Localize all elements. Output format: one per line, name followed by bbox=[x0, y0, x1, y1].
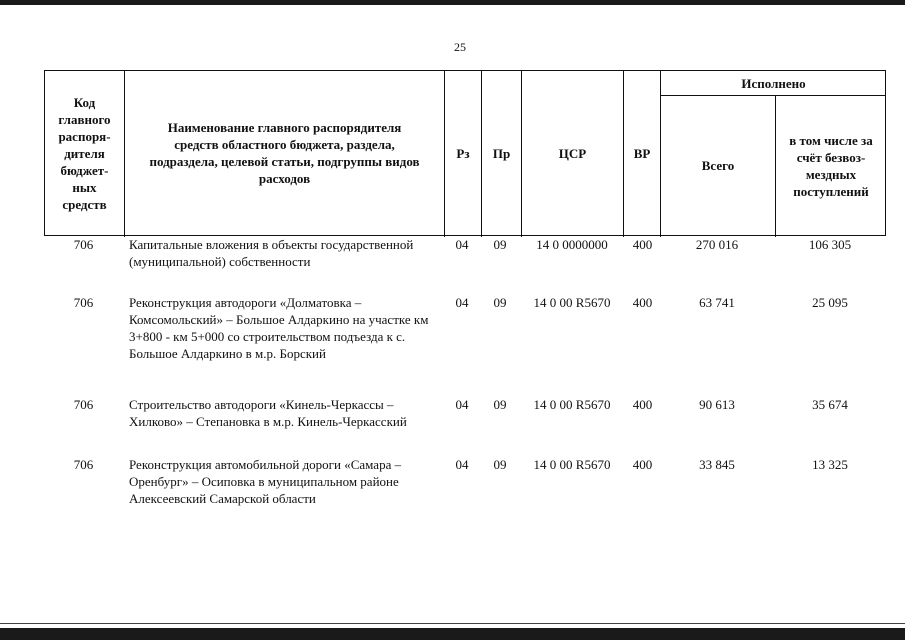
row-csr: 14 0 0000000 bbox=[536, 237, 608, 252]
row-csr: 14 0 00 R5670 bbox=[533, 457, 611, 472]
table-row bbox=[44, 294, 886, 382]
header-executed: Исполнено bbox=[741, 75, 806, 91]
row-code: 706 bbox=[73, 397, 94, 412]
row-vr: 400 bbox=[632, 295, 653, 310]
page-number: 25 bbox=[454, 40, 466, 54]
bottom-edge-line bbox=[0, 623, 905, 624]
row-code: 706 bbox=[73, 295, 94, 310]
row-pr: 09 bbox=[493, 237, 507, 252]
table-row bbox=[44, 396, 886, 448]
row-vr: 400 bbox=[632, 397, 653, 412]
row-csr: 14 0 00 R5670 bbox=[533, 295, 611, 310]
row-pr: 09 bbox=[493, 397, 507, 412]
row-rz: 04 bbox=[455, 457, 469, 472]
header-name: Наименование главного распорядителя средств областного бюджета, раздела, подраздела, целевой статьи, подгруппы видов расходов bbox=[149, 120, 420, 186]
row-free: 25 095 bbox=[812, 295, 848, 310]
row-total: 33 845 bbox=[699, 457, 735, 472]
row-name: Строительство автодороги «Кинель-Черкассы – Хилково» – Степановка в м.р. Кинель-Черкасский bbox=[129, 397, 407, 429]
row-free: 106 305 bbox=[808, 237, 852, 252]
row-code: 706 bbox=[73, 457, 94, 472]
row-total: 63 741 bbox=[699, 295, 735, 310]
header-pr: Пр bbox=[492, 145, 511, 161]
header-csr: ЦСР bbox=[558, 145, 587, 161]
row-name: Реконструкция автодороги «Долматовка – Комсомольский» – Большое Алдаркино на участке км 3+800 - км 5+000 со строительством подъезда к с. Большое Алдаркино в м.р. Борский bbox=[129, 295, 429, 361]
row-rz: 04 bbox=[455, 295, 469, 310]
row-pr: 09 bbox=[493, 295, 507, 310]
row-name: Капитальные вложения в объекты государственной (муниципальной) собственности bbox=[129, 237, 414, 269]
row-rz: 04 bbox=[455, 237, 469, 252]
row-code: 706 bbox=[73, 237, 94, 252]
row-free: 35 674 bbox=[812, 397, 848, 412]
header-rz: Рз bbox=[456, 145, 470, 161]
row-name: Реконструкция автомобильной дороги «Самара – Оренбург» – Осиповка в муниципальном районе Алексеевский Самарской области bbox=[129, 457, 402, 506]
top-edge-border bbox=[0, 0, 905, 5]
header-vr: ВР bbox=[633, 145, 651, 161]
table-row bbox=[44, 456, 886, 526]
header-total: Всего bbox=[701, 158, 735, 173]
row-csr: 14 0 00 R5670 bbox=[533, 397, 611, 412]
row-vr: 400 bbox=[632, 457, 653, 472]
header-free: в том числе за счёт безвоз-мездных поступлений bbox=[789, 132, 873, 199]
row-free: 13 325 bbox=[812, 457, 848, 472]
row-vr: 400 bbox=[632, 237, 653, 252]
bottom-edge-border bbox=[0, 628, 905, 640]
table-header bbox=[44, 70, 886, 236]
header-code: Код главного распоря-дителя бюджет-ных средств bbox=[58, 94, 111, 212]
row-total: 90 613 bbox=[699, 397, 735, 412]
row-pr: 09 bbox=[493, 457, 507, 472]
row-rz: 04 bbox=[455, 397, 469, 412]
row-total: 270 016 bbox=[695, 237, 739, 252]
table-row bbox=[44, 236, 886, 288]
